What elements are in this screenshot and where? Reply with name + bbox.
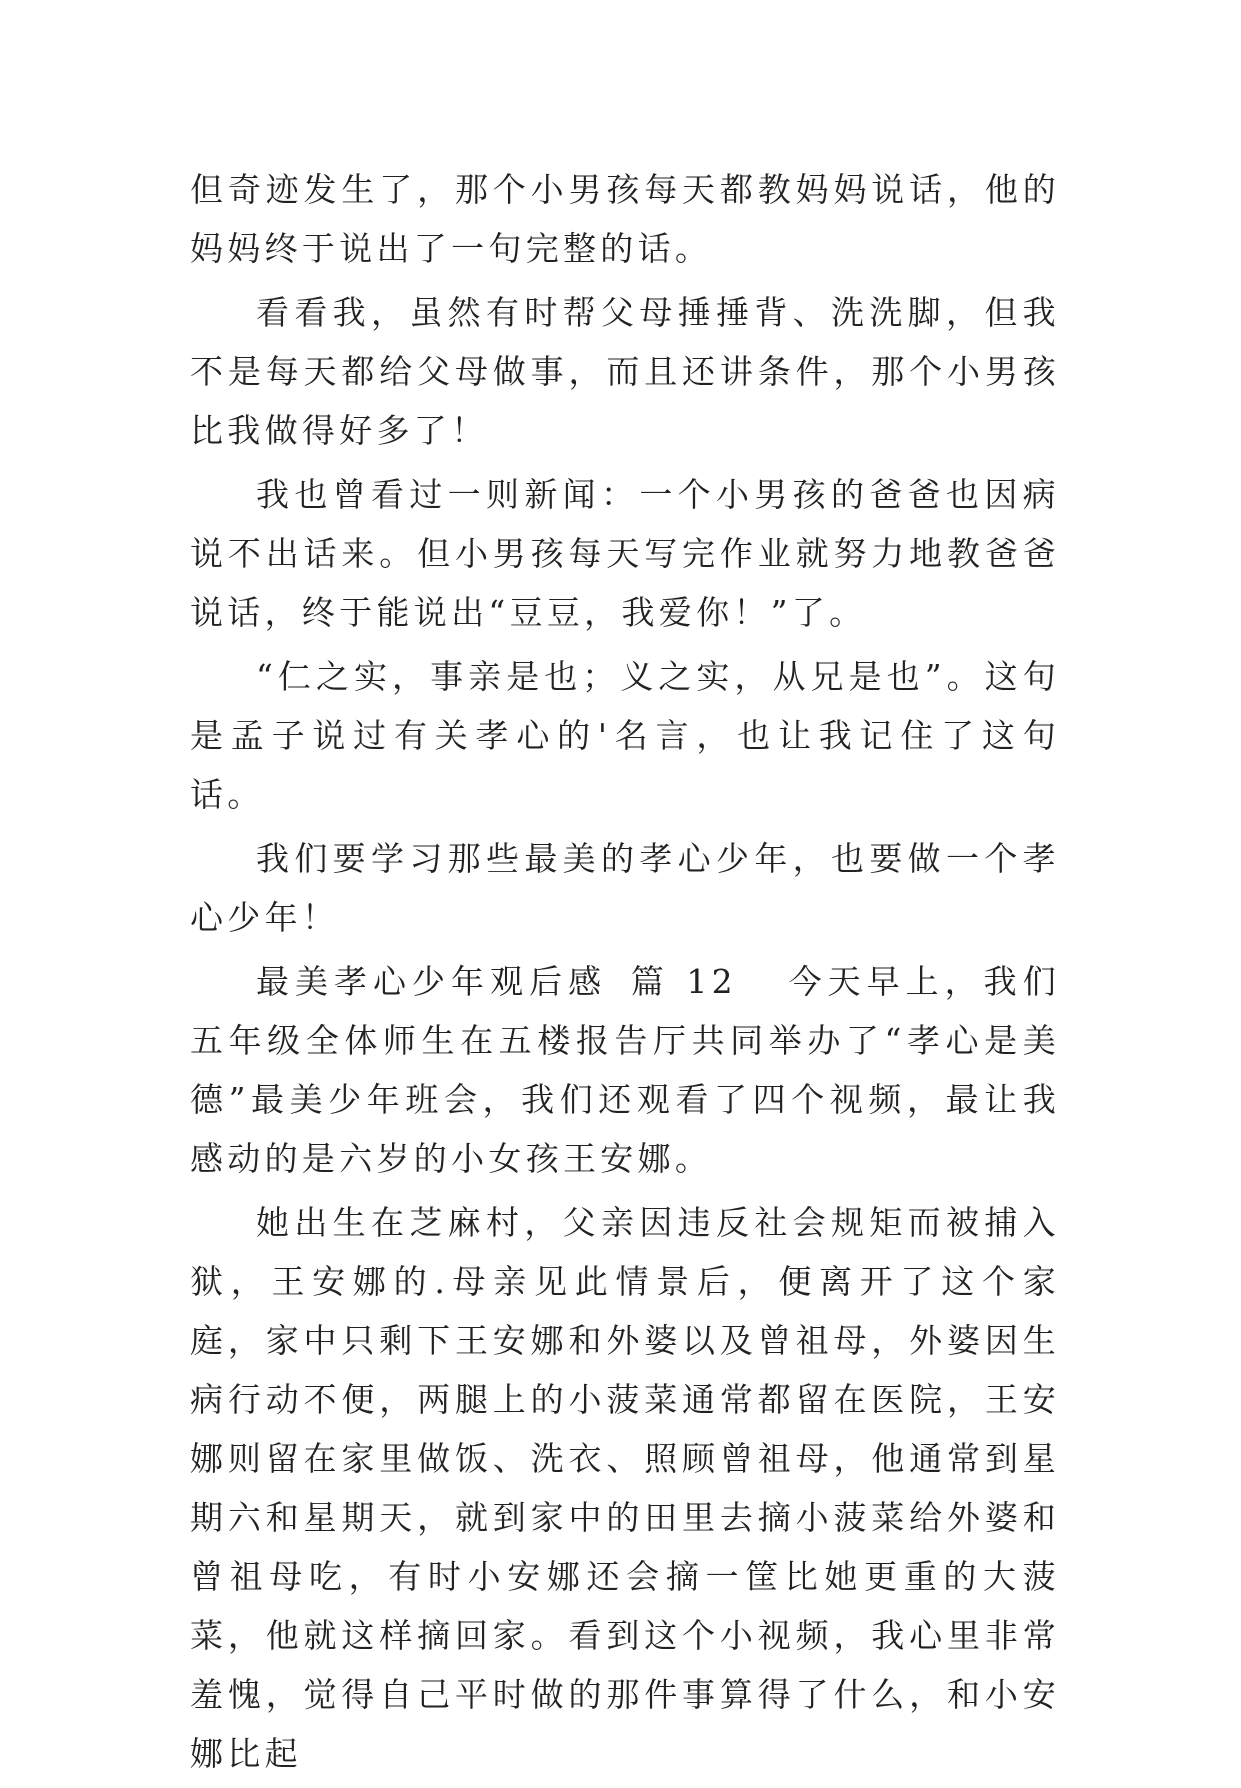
section-text: 今天早上，我们五年级全体师生在五楼报告厅共同举办了“孝心是美德”最美少年班会，我们还观看了四个视频，最让我感动的是六岁的小女孩王安娜。 (190, 962, 1060, 1178)
paragraph: 我也曾看过一则新闻：一个小男孩的爸爸也因病说不出话来。但小男孩每天写完作业就努力地教爸爸说话，终于能说出“豆豆，我爱你！”了。 (190, 475, 1060, 632)
section-paragraph (190, 952, 1060, 1188)
paragraph-closing: 她出生在芝麻村，父亲因违反社会规矩而被捕入狱，王安娜的.母亲见此情景后，便离开了这个家庭，家中只剩下王安娜和外婆以及曾祖母，外婆因生病行动不便，两腿上的小菠菜通常都留在医院，王安娜则留在家里做饭、洗衣、照顾曾祖母，他通常到星期六和星期天，就到家中的田里去摘小菠菜给外婆和曾祖母吃，有时小安娜还会摘一筐比她更重的大菠菜，他就这样摘回家。看到这个小视频，我心里非常羞愧，觉得自己平时做的那件事算得了什么，和小安娜比起 (190, 1203, 1060, 1773)
paragraph: 看看我，虽然有时帮父母捶捶背、洗洗脚，但我不是每天都给父母做事，而且还讲条件，那个小男孩比我做得好多了！ (190, 293, 1060, 450)
article-body (190, 160, 1060, 1788)
section-title: 最美孝心少年观后感 (256, 962, 608, 1001)
paragraph-continued: 但奇迹发生了，那个小男孩每天都教妈妈说话，他的妈妈终于说出了一句完整的话。 (190, 170, 1060, 268)
paragraph: 我们要学习那些最美的孝心少年，也要做一个孝心少年！ (190, 839, 1060, 937)
section-number: 篇 12 (629, 962, 737, 1001)
paragraph-quote: “仁之实，事亲是也；义之实，从兄是也”。这句是孟子说过有关孝心的'名言，也让我记住了这句话。 (190, 657, 1060, 814)
